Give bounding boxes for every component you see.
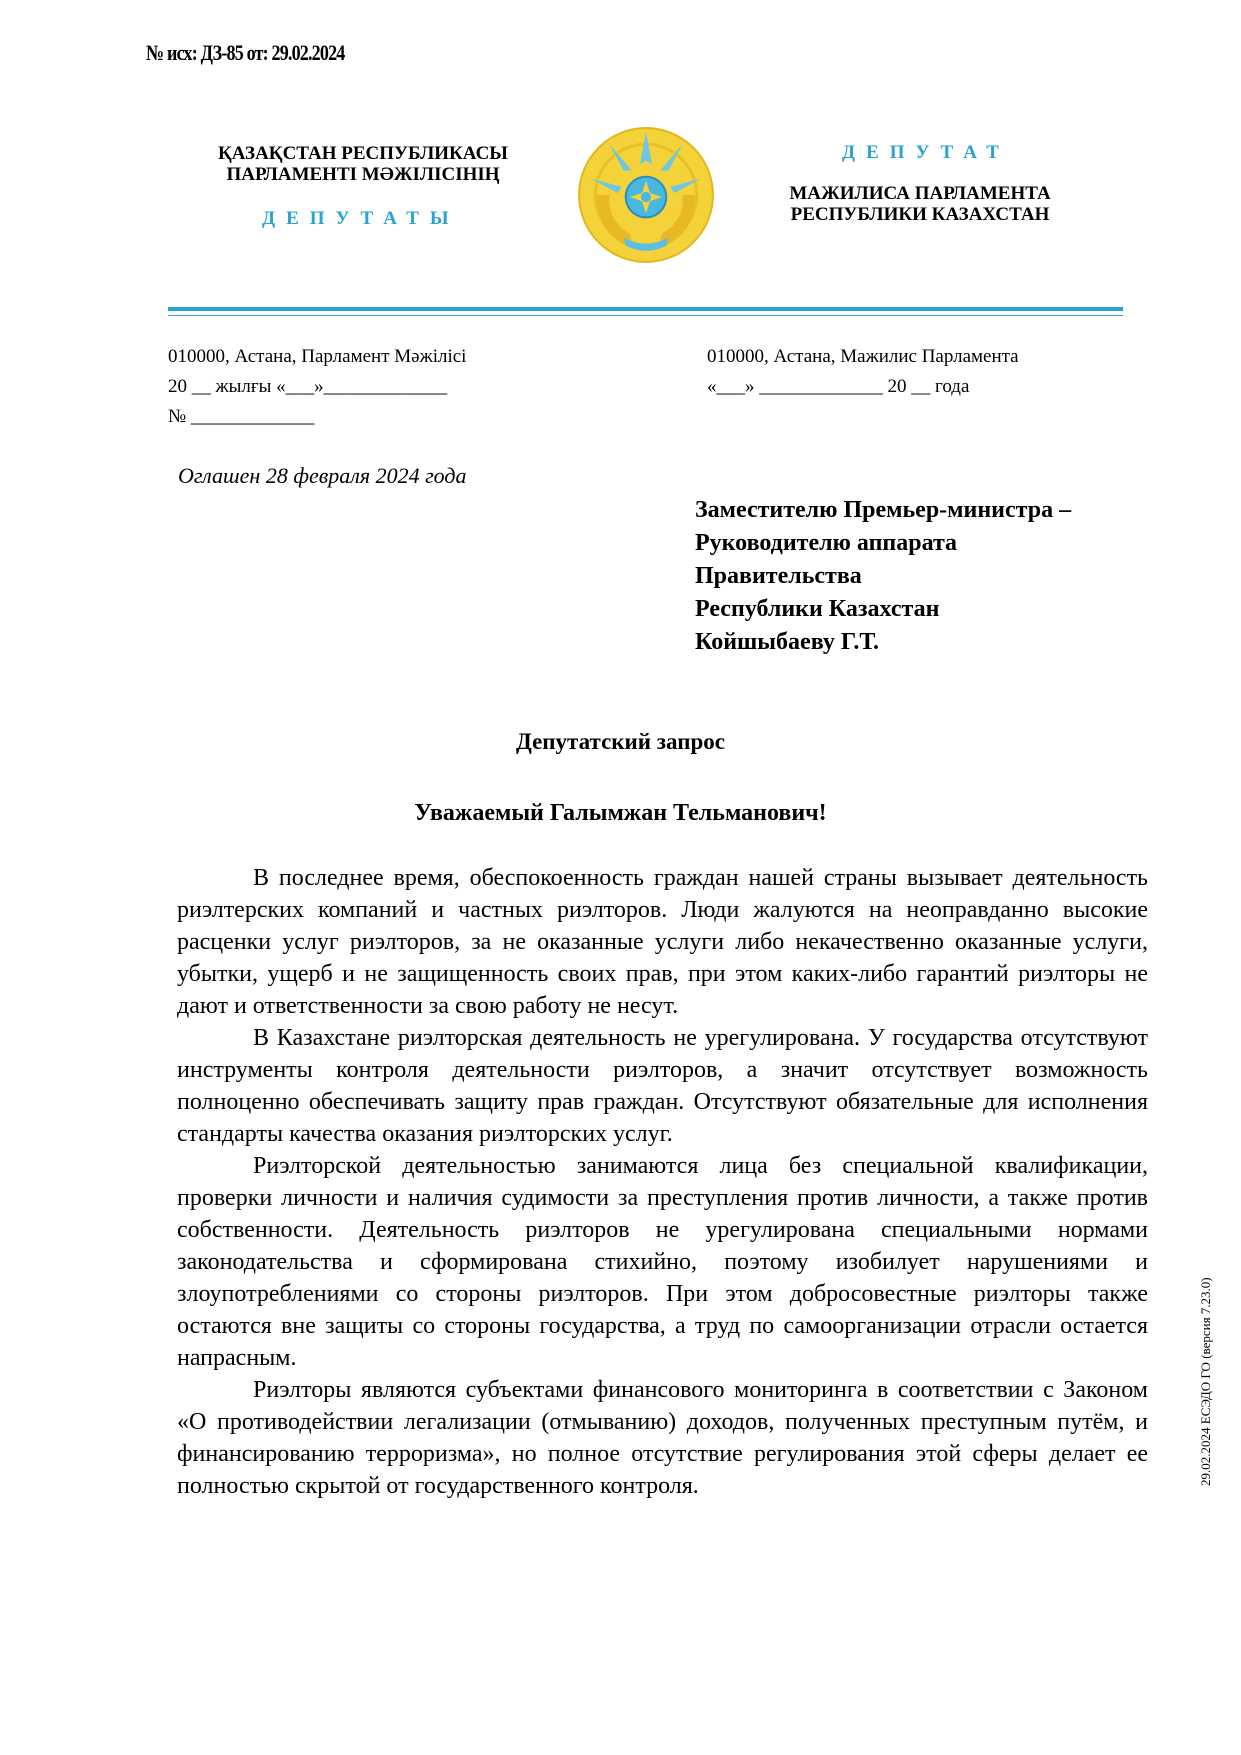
address-kz-line1: 010000, Астана, Парламент Мәжілісі [168, 346, 467, 367]
body-paragraph: В Казахстане риэлторская деятельность не урегулирована. У государства отсутствуют инструменты контроля деятельности риэлторов, а значит отсутствует возможность полноценно обеспечивать защиту прав граждан. Отсутствуют обязательные для исполнения стандарты качества оказания риэлторских услуг. [177, 1025, 1148, 1147]
header-ru-line2: РЕСПУБЛИКИ КАЗАХСТАН [790, 204, 1050, 225]
address-kz-line2: 20 __ жылғы «___»_____________ [168, 376, 448, 397]
document-title: Депутатский запрос [515, 729, 726, 754]
address-ru-line1: 010000, Астана, Мажилис Парламента [707, 346, 1019, 367]
recipient-line: Руководителю аппарата [695, 530, 958, 556]
kazakhstan-state-emblem-icon [575, 124, 717, 266]
recipient-line: Правительства [695, 563, 862, 589]
letter-body [177, 862, 1148, 1502]
header-divider-thin [168, 315, 1123, 316]
header-kz-line1: ҚАЗАҚСТАН РЕСПУБЛИКАСЫ [218, 143, 508, 164]
header-ru-deputy: ДЕПУТАТ [842, 142, 1010, 163]
address-ru-line2: «___» _____________ 20 __ года [707, 376, 970, 397]
body-paragraph: Риэлторской деятельностью занимаются лица без специальной квалификации, проверки личности и наличия судимости за преступления против личности, а также против собственности. Деятельность риэлторов не урегулирована специальными нормами законодательства и сформирована стихийно, поэтому изобилует нарушениями и злоупотреблениями со стороны риэлторов. При этом добросовестные риэлторы также остаются вне защиты со стороны государства, а труд по самоорганизации отрасли остается напрасным. [177, 1153, 1148, 1371]
header-kz-line2: ПАРЛАМЕНТІ МӘЖІЛІСІНІҢ [226, 164, 500, 185]
side-stamp: 29.02.2024 ЕСЭДО ГО (версия 7.23.0) [1198, 1277, 1213, 1486]
recipient-block [695, 494, 1071, 659]
recipient-line: Койшыбаеву Г.Т. [695, 629, 879, 655]
address-kz-line3: № _____________ [168, 406, 315, 427]
header-ru [770, 183, 1070, 225]
greeting: Уважаемый Галымжан Тельманович! [414, 800, 827, 826]
header-ru-line1: МАЖИЛИСА ПАРЛАМЕНТА [789, 183, 1051, 204]
recipient-line: Заместителю Премьер-министра – [695, 497, 1072, 523]
header-kz [198, 143, 528, 185]
body-paragraph: Риэлторы являются субъектами финансового мониторинга в соответствии с Законом «О противодействии легализации (отмыванию) доходов, полученных преступным путём, и финансированию терроризма», но полное отсутствие регулирования этой сферы делает ее полностью скрытой от государственного контроля. [177, 1377, 1148, 1499]
announced-date: Оглашен 28 февраля 2024 года [178, 463, 467, 488]
body-paragraph: В последнее время, обеспокоенность граждан нашей страны вызывает деятельность риэлтерских компаний и частных риэлторов. Люди жалуются на неоправданно высокие расценки услуг риэлторов, за не оказанные услуги либо некачественно оказанные услуги, убытки, ущерб и не защищенность своих прав, при этом каких-либо гарантий риэлторы не дают и ответственности за свою работу не несут. [177, 865, 1148, 1019]
address-ru [707, 342, 1019, 402]
registration-number: № исх: ДЗ-85 от: 29.02.2024 [146, 40, 345, 65]
recipient-line: Республики Казахстан [695, 596, 940, 622]
header-divider-thick [168, 307, 1123, 311]
address-kz [168, 342, 466, 432]
header-kz-deputies: ДЕПУТАТЫ [262, 208, 460, 229]
